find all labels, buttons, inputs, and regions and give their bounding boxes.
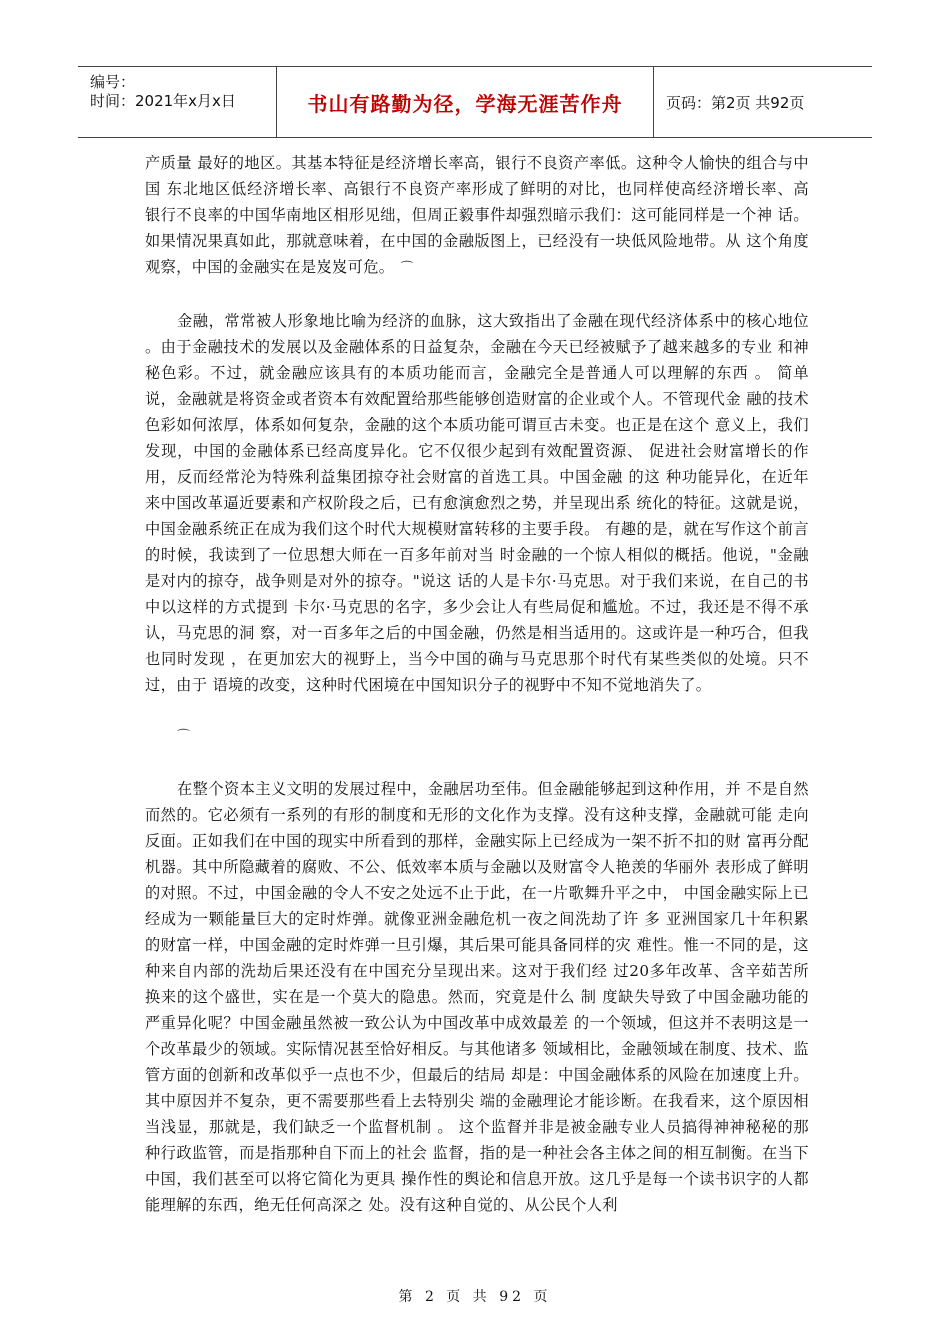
paragraph-gap (145, 282, 809, 308)
paragraph-1 (145, 150, 809, 282)
page-number-label: 页码：第2页 共92页 (666, 93, 805, 112)
header-meta (78, 67, 276, 137)
header-motto-box (276, 67, 654, 137)
document-date: 时间：2021年x月x日 (90, 92, 236, 110)
paragraph-1-text: 产质量 最好的地区。其基本特征是经济增长率高，银行不良资产率低。这种令人愉快的组合与中国 东北地区低经济增长率、高银行不良资产率形成了鲜明的对比，也同样使高经济增长率、高 银行不良率的中国华南地区相形见绌，但周正毅事件却强烈暗示我们：这可能同样是一个神 话。如果情况果真如此，那就意味着，在中国的金融版图上，已经没有一块低风险地带。从 这个角度观察，中国的金融实在是岌岌可危。 (145, 154, 809, 276)
page-header (78, 66, 872, 138)
note-mark-standalone: ⌒ (177, 729, 191, 744)
header-motto: 书山有路勤为径，学海无涯苦作舟 (307, 91, 623, 116)
document-body (145, 150, 809, 1218)
document-number-label: 编号： (90, 73, 136, 91)
paragraph-3: 在整个资本主义文明的发展过程中，金融居功至伟。但金融能够起到这种作用，并 不是自然 而然的。它必须有一系列的有形的制度和无形的文化作为支撑。没有这种支撑，金融就可能 走向反面。正如我们在中国的现实中所看到的那样，金融实际上已经成为一架不折不扣的财 富再分配机器。其中所隐藏着的腐败、不公、低效率本质与金融以及财富令人艳羡的华丽外 表形成了鲜明的对照。不过，中国金融的令人不安之处远不止于此，在一片歌舞升平之中， 中国金融实际上已经成为一颗能量巨大的定时炸弹。就像亚洲金融危机一夜之间洗劫了许 多 亚洲国家几十年积累的财富一样，中国金融的定时炸弹一旦引爆，其后果可能具备同样的灾 难性。惟一不同的是，这种来自内部的洗劫后果还没有在中国充分呈现出来。这对于我们经 过20多年改革、含辛茹苦所换来的这个盛世，实在是一个莫大的隐患。然而，究竟是什么 制 度缺失导致了中国金融功能的严重异化呢？中国金融虽然被一致公认为中国改革中成效最差 的一个领域，但这并不表明这是一个改革最少的领域。实际情况甚至恰好相反。与其他诸多 领域相比，金融领域在制度、技术、监管方面的创新和改革似乎一点也不少，但最后的结局 却是：中国金融体系的风险在加速度上升。其中原因并不复杂，更不需要那些看上去特别尖 端的金融理论才能诊断。在我看来，这个原因相当浅显，那就是，我们缺乏一个监督机制 。 这个监督并非是被金融专业人员搞得神神秘秘的那种行政监管，而是指那种自下而上的社会 监督，指的是一种社会各主体之间的相互制衡。在当下中国，我们甚至可以将它简化为更具 操作性的舆论和信息开放。这几乎是每一个读书识字的人都能理解的东西，绝无任何高深之 处。没有这种自觉的、从公民个人利 (145, 780, 809, 1214)
paragraph-gap (145, 698, 809, 724)
page-footer: 第 2 页 共 92 页 (398, 1289, 552, 1305)
paragraph-2: 金融，常常被人形象地比喻为经济的血脉，这大致指出了金融在现代经济体系中的核心地位 。由于金融技术的发展以及金融体系的日益复杂，金融在今天已经被赋予了越来越多的专业 和神秘色彩。不过，就金融应该具有的本质功能而言，金融完全是普通人可以理解的东西 。 简单说，金融就是将资金或者资本有效配置给那些能够创造财富的企业或个人。不管现代金 融的技术色彩如何浓厚，体系如何复杂，金融的这个本质功能可谓亘古未变。也正是在这个 意义上，我们发现，中国的金融体系已经高度异化。它不仅很少起到有效配置资源、 促进社会财富增长的作用，反而经常沦为特殊利益集团掠夺社会财富的首选工具。中国金融 的这 种功能异化，在近年来中国改革逼近要素和产权阶段之后，已有愈演愈烈之势，并呈现出系 统化的特征。这就是说，中国金融系统正在成为我们这个时代大规模财富转移的主要手段。 有趣的是，就在写作这个前言的时候，我读到了一位思想大师在一百多年前对当 时金融的一个惊人相似的概括。他说，"金融是对内的掠夺，战争则是对外的掠夺。"说这 话的人是卡尔·马克思。对于我们来说，在自己的书中以这样的方式提到 卡尔·马克思的名字，多少会让人有些局促和尴尬。不过，我还是不得不承认，马克思的洞 察，对一百多年之后的中国金融，仍然是相当适用的。这或许是一种巧合，但我也同时发现 ，在更加宏大的视野上，当今中国的确与马克思那个时代有某些类似的处境。只不过，由于 语境的改变，这种时代困境在中国知识分子的视野中不知不觉地消失了。 (145, 312, 809, 694)
note-mark: ⌒ (400, 261, 414, 276)
header-page-info (652, 67, 872, 137)
paragraph-gap (145, 750, 809, 776)
